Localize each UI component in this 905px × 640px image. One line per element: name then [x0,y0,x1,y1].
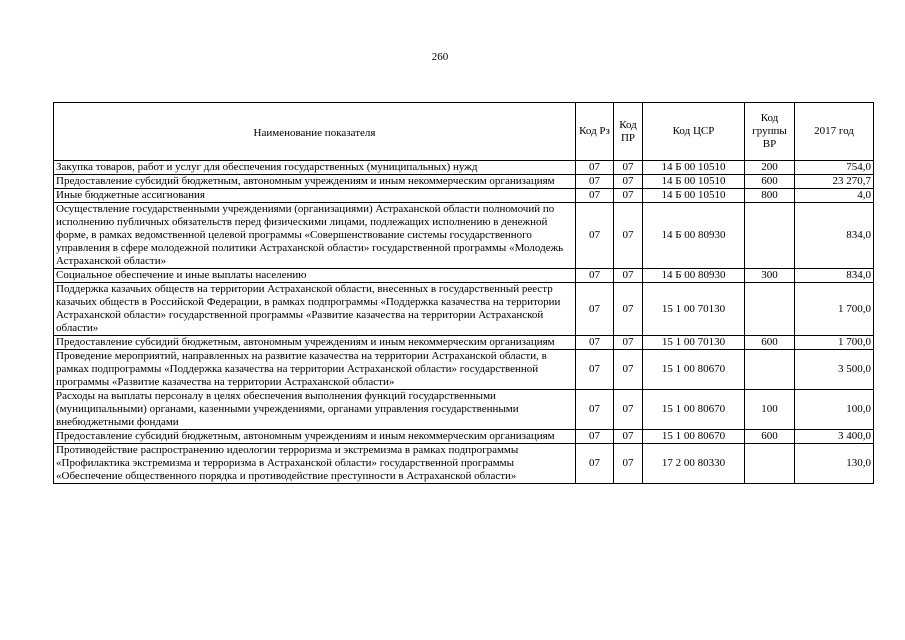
row-csr: 14 Б 00 10510 [643,189,745,203]
row-amount: 1 700,0 [795,283,874,336]
row-vr: 800 [745,189,795,203]
row-rz: 07 [576,283,614,336]
table-row [54,175,874,189]
row-name: Противодействие распространению идеологии терроризма и экстремизма в рамках подпрограммы «Профилактика экстремизма и терроризма в Астраханской области» государственной программы «Обеспечение общественного порядка и противодействие преступности в Астраханской области» [54,444,576,484]
row-pr: 07 [614,175,643,189]
row-csr: 14 Б 00 80930 [643,203,745,269]
row-name: Проведение мероприятий, направленных на развитие казачества на территории Астраханской области, в рамках подпрограммы «Поддержка казачества на территории Астраханской области» государственной программы «Развитие казачества на территории Астраханской области» [54,350,576,390]
page-number: 260 [431,51,449,63]
row-rz: 07 [576,203,614,269]
row-name: Предоставление субсидий бюджетным, автономным учреждениям и иным некоммерческим организациям [54,175,576,189]
row-rz: 07 [576,161,614,175]
table-row [54,350,874,390]
row-csr: 15 1 00 70130 [643,283,745,336]
row-pr: 07 [614,430,643,444]
header-vr: Код группы ВР [745,103,795,161]
row-pr: 07 [614,161,643,175]
row-name: Осуществление государственными учреждениями (организациями) Астраханской области полномочий по исполнению публичных обязательств перед физическими лицами, подлежащих исполнению в денежной форме, в рамках ведомственной целевой программы «Совершенствование системы государственного управления в сфере молодежной политики Астраханской области» государственной программы «Молодежь Астраханской области» [54,203,576,269]
row-name: Иные бюджетные ассигнования [54,189,576,203]
row-vr: 600 [745,175,795,189]
row-name: Закупка товаров, работ и услуг для обеспечения государственных (муниципальных) нужд [54,161,576,175]
table-row [54,161,874,175]
row-vr [745,283,795,336]
table-body [54,161,874,484]
row-rz: 07 [576,390,614,430]
row-vr [745,350,795,390]
table-row [54,444,874,484]
table-row [54,390,874,430]
table-row [54,189,874,203]
row-amount: 3 500,0 [795,350,874,390]
row-rz: 07 [576,269,614,283]
row-csr: 15 1 00 70130 [643,336,745,350]
row-csr: 15 1 00 80670 [643,350,745,390]
row-csr: 17 2 00 80330 [643,444,745,484]
table-row [54,283,874,336]
row-rz: 07 [576,189,614,203]
row-pr: 07 [614,390,643,430]
table-row [54,336,874,350]
row-rz: 07 [576,175,614,189]
row-name: Социальное обеспечение и иные выплаты населению [54,269,576,283]
row-rz: 07 [576,430,614,444]
row-amount: 834,0 [795,203,874,269]
row-pr: 07 [614,350,643,390]
header-rz: Код Рз [576,103,614,161]
row-vr: 600 [745,336,795,350]
row-rz: 07 [576,444,614,484]
row-amount: 23 270,7 [795,175,874,189]
row-pr: 07 [614,336,643,350]
row-rz: 07 [576,350,614,390]
row-pr: 07 [614,189,643,203]
header-pr: Код ПР [614,103,643,161]
row-pr: 07 [614,444,643,484]
row-vr [745,444,795,484]
row-amount: 834,0 [795,269,874,283]
row-name: Расходы на выплаты персоналу в целях обеспечения выполнения функций государственными (муниципальными) органами, казенными учреждениями, органами управления государственными внебюджетными фондами [54,390,576,430]
row-amount: 130,0 [795,444,874,484]
row-csr: 14 Б 00 80930 [643,269,745,283]
row-pr: 07 [614,269,643,283]
row-vr [745,203,795,269]
row-vr: 200 [745,161,795,175]
row-vr: 100 [745,390,795,430]
row-name: Предоставление субсидий бюджетным, автономным учреждениям и иным некоммерческим организациям [54,336,576,350]
row-amount: 754,0 [795,161,874,175]
row-pr: 07 [614,203,643,269]
header-name: Наименование показателя [54,103,576,161]
row-rz: 07 [576,336,614,350]
row-vr: 300 [745,269,795,283]
row-amount: 3 400,0 [795,430,874,444]
row-amount: 100,0 [795,390,874,430]
header-year: 2017 год [795,103,874,161]
row-pr: 07 [614,283,643,336]
row-name: Поддержка казачьих обществ на территории Астраханской области, внесенных в государственный реестр казачьих обществ в Российской Федерации, в рамках подпрограммы «Поддержка казачества на территории Астраханской области» государственной программы «Развитие казачества на территории Астраханской области» [54,283,576,336]
row-csr: 15 1 00 80670 [643,430,745,444]
row-csr: 14 Б 00 10510 [643,161,745,175]
row-csr: 14 Б 00 10510 [643,175,745,189]
row-csr: 15 1 00 80670 [643,390,745,430]
table-row [54,203,874,269]
header-csr: Код ЦСР [643,103,745,161]
row-name: Предоставление субсидий бюджетным, автономным учреждениям и иным некоммерческим организациям [54,430,576,444]
table-row [54,430,874,444]
table-header-row [54,103,874,161]
row-amount: 1 700,0 [795,336,874,350]
table-row [54,269,874,283]
row-amount: 4,0 [795,189,874,203]
row-vr: 600 [745,430,795,444]
budget-table [53,102,874,484]
